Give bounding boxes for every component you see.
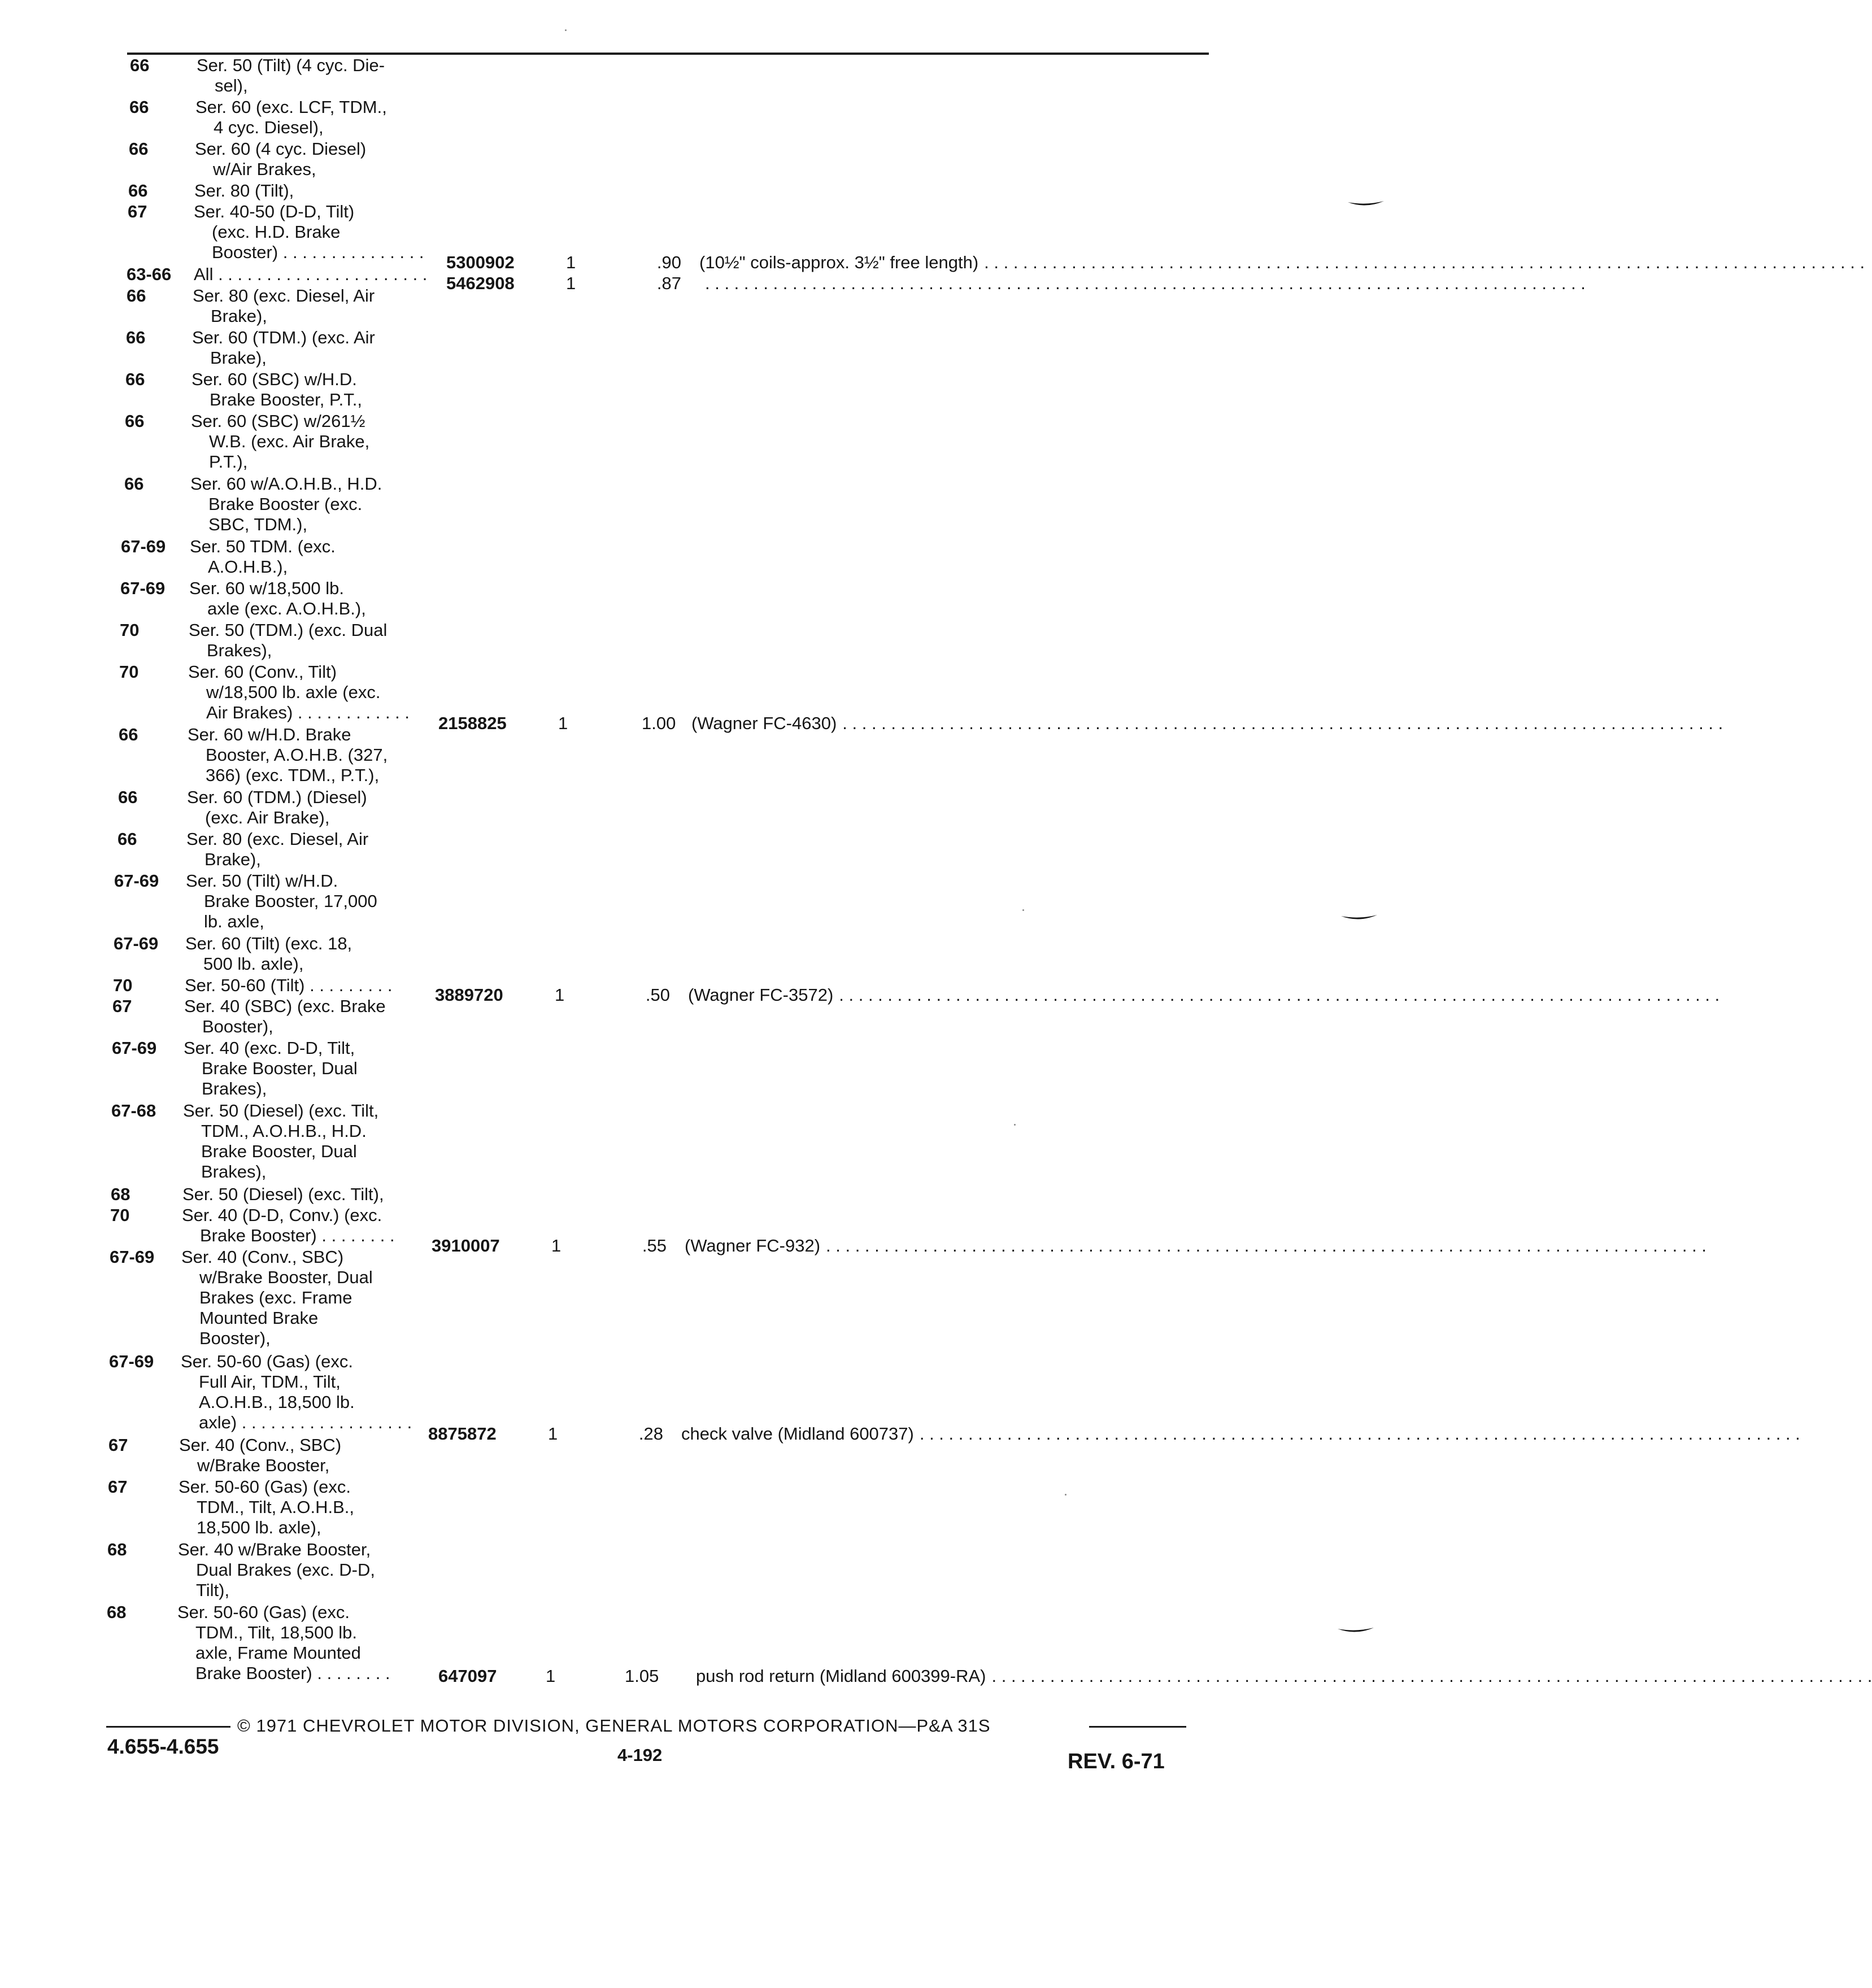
entry-line: A.O.H.B., 18,500 lb.: [199, 1392, 355, 1412]
entry-year: 66: [118, 787, 138, 807]
remark-text: push rod return (Midland 600399-RA): [696, 1666, 986, 1686]
remark-text: (10½" coils-approx. 3½" free length): [699, 252, 979, 272]
revision-date: REV. 6-71: [1068, 1750, 1165, 1773]
entry-year: 67-68: [111, 1101, 156, 1121]
entry-line: P.T.),: [209, 452, 248, 472]
entry-year: 70: [110, 1205, 130, 1225]
entry-year: 70: [113, 975, 133, 995]
entry-year: 66: [129, 139, 149, 159]
entry-line: Ser. 60 (Tilt) (exc. 18,: [185, 934, 352, 953]
entry-year: 66: [119, 725, 138, 744]
entry-line: TDM., Tilt, 18,500 lb.: [195, 1623, 357, 1642]
entry-line: Ser. 50-60 (Gas) (exc.: [179, 1477, 351, 1497]
scan-speck: [565, 29, 567, 31]
entry-model: [185, 934, 352, 974]
entry-line: Full Air, TDM., Tilt,: [199, 1372, 341, 1392]
entry-line: Ser. 50-60 (Gas) (exc.: [181, 1352, 353, 1371]
entry-line: w/Brake Booster, Dual: [199, 1267, 373, 1287]
entry-year: 66: [125, 411, 145, 431]
entry-line: Ser. 50 (Tilt) (4 cyc. Die-: [197, 55, 385, 75]
entry-line: Ser. 50-60 (Tilt) . . . . . . . . .: [185, 975, 393, 995]
footer-rule-left: [106, 1726, 230, 1728]
part-row: [438, 713, 1723, 734]
entry-year: 67-69: [114, 934, 159, 953]
part-quantity: 1: [548, 1424, 558, 1444]
entry-model: [191, 411, 369, 472]
entry-model: [192, 328, 375, 368]
entry-line: Ser. 40-50 (D-D, Tilt): [194, 202, 355, 221]
entry-line: Ser. 50 TDM. (exc.: [190, 537, 336, 556]
entry-line: SBC, TDM.),: [208, 515, 308, 534]
part-price: .55: [642, 1236, 667, 1255]
entry-line: Booster),: [199, 1328, 271, 1348]
entry-year: 68: [107, 1540, 127, 1559]
entry-line: lb. axle,: [204, 912, 264, 931]
part-row: [428, 1424, 1800, 1444]
entry-model: [189, 578, 366, 619]
part-quantity: 1: [555, 985, 565, 1005]
footer-rule-right: [1089, 1726, 1186, 1728]
entry-line: 500 lb. axle),: [203, 954, 304, 974]
entry-model: [197, 55, 385, 96]
entry-model: [187, 787, 367, 828]
entry-model: [179, 1477, 354, 1538]
entry-line: (exc. H.D. Brake: [212, 222, 341, 242]
entry-line: Ser. 60 (4 cyc. Diesel): [195, 139, 367, 159]
entry-line: All . . . . . . . . . . . . . . . . . . . . . .: [194, 264, 428, 284]
entry-model: [183, 1101, 378, 1182]
entry-model: [186, 829, 368, 870]
remark-text: (Wagner FC-3572): [688, 985, 834, 1005]
entry-line: Booster, A.O.H.B. (327,: [206, 745, 388, 765]
entry-year: 67-69: [109, 1352, 154, 1371]
entry-line: Ser. 80 (Tilt),: [194, 181, 294, 200]
entry-line: Brakes),: [207, 640, 272, 660]
entry-year: 70: [119, 662, 139, 682]
part-remark: push rod return (Midland 600399-RA) . . . . . . . . . . . . . . . . . . . . . . . . . . . . . . . . . . . . . . . . . . . . . . . . . . . . . . . . . . . . . . . . . . . . . . . . . . . . . . . . . . . . . . . . . . .: [696, 1666, 1872, 1686]
entry-line: Brakes),: [201, 1162, 267, 1182]
entry-line: TDM., A.O.H.B., H.D.: [201, 1121, 367, 1141]
part-remark: check valve (Midland 600737) . . . . . . . . . . . . . . . . . . . . . . . . . . . . . . . . . . . . . . . . . . . . . . . . . . . . . . . . . . . . . . . . . . . . . . . . . . . . . . . . . . . . . . . . . . .: [681, 1424, 1800, 1444]
entry-model: [188, 725, 388, 786]
entry-line: 366) (exc. TDM., P.T.),: [206, 765, 380, 785]
scan-speck: [1014, 1124, 1016, 1126]
part-number: 8875872: [428, 1424, 497, 1444]
entry-line: Brake Booster, Dual: [202, 1058, 358, 1078]
entry-line: Brake Booster, 17,000: [204, 891, 377, 911]
copyright-notice: © 1971 CHEVROLET MOTOR DIVISION, GENERAL MOTORS CORPORATION—P&A 31S: [237, 1716, 991, 1736]
part-quantity: 1: [546, 1666, 556, 1686]
entry-line: A.O.H.B.),: [208, 557, 288, 577]
part-quantity: 1: [566, 252, 576, 272]
scan-speck: [1022, 909, 1024, 911]
entry-model: [190, 537, 336, 577]
part-remark: (10½" coils-approx. 3½" free length) . . . . . . . . . . . . . . . . . . . . . . . . . . . . . . . . . . . . . . . . . . . . . . . . . . . . . . . . . . . . . . . . . . . . . . . . . . . . . . . . . . . . . . . . . . .: [699, 252, 1865, 272]
scan-edge-mark: [1347, 200, 1385, 209]
entry-model: [182, 1205, 395, 1246]
part-number: 2158825: [438, 713, 507, 733]
entry-line: Ser. 60 w/18,500 lb.: [189, 578, 345, 598]
entry-line: Brakes),: [202, 1079, 267, 1098]
entry-model: [194, 264, 427, 285]
entry-year: 67: [108, 1477, 128, 1497]
part-row: [438, 1666, 1872, 1686]
entry-year: 66: [130, 55, 150, 75]
part-price: 1.00: [642, 713, 676, 733]
entry-model: [189, 620, 387, 661]
part-quantity: 1: [566, 273, 576, 293]
entry-line: axle, Frame Mounted: [195, 1643, 361, 1663]
entry-line: Ser. 40 (SBC) (exc. Brake: [184, 996, 386, 1016]
entry-year: 66: [125, 369, 145, 389]
entry-line: sel),: [215, 76, 248, 95]
entry-line: Brake Booster, Dual: [201, 1141, 357, 1161]
entry-year: 63-66: [127, 264, 172, 284]
entry-line: w/Brake Booster,: [197, 1455, 330, 1475]
entry-model: [184, 1038, 358, 1099]
entry-line: Ser. 60 w/A.O.H.B., H.D.: [190, 474, 382, 494]
entry-model: [182, 1184, 384, 1205]
part-remark: (Wagner FC-4630) . . . . . . . . . . . . . . . . . . . . . . . . . . . . . . . . . . . . . . . . . . . . . . . . . . . . . . . . . . . . . . . . . . . . . . . . . . . . . . . . . . . . . . . . . . .: [691, 713, 1723, 733]
entry-line: Ser. 60 (Conv., Tilt): [188, 662, 337, 682]
entry-year: 66: [127, 286, 146, 306]
part-price: .50: [645, 985, 670, 1005]
entry-line: 4 cyc. Diesel),: [214, 117, 324, 137]
part-row: [446, 252, 1865, 273]
entry-model: [195, 97, 387, 138]
entry-line: 18,500 lb. axle),: [197, 1518, 321, 1537]
entry-line: (exc. Air Brake),: [205, 808, 330, 827]
entry-line: Ser. 50 (Diesel) (exc. Tilt,: [183, 1101, 379, 1121]
entry-line: Brake Booster, P.T.,: [210, 390, 362, 409]
entry-line: TDM., Tilt, A.O.H.B.,: [197, 1497, 355, 1517]
entry-line: Ser. 40 (exc. D-D, Tilt,: [184, 1038, 355, 1058]
entry-model: [193, 286, 375, 326]
entry-model: [179, 1435, 341, 1476]
scan-edge-mark: [1340, 914, 1378, 923]
entry-model: [191, 369, 362, 410]
entry-line: Brake),: [210, 348, 267, 368]
part-number: 5300902: [446, 252, 515, 272]
scan-edge-mark: [1336, 1627, 1375, 1636]
entry-model: [178, 1540, 375, 1601]
part-number: 3910007: [432, 1236, 500, 1255]
entry-year: 66: [128, 181, 148, 200]
part-number: 3889720: [435, 985, 503, 1005]
entry-line: Brake),: [211, 306, 267, 326]
entry-line: Ser. 40 (Conv., SBC): [181, 1247, 344, 1267]
entry-line: Brakes (exc. Frame: [199, 1288, 352, 1307]
entry-model: [181, 1352, 412, 1433]
entry-year: 67-69: [121, 537, 166, 556]
part-price: .87: [656, 273, 681, 293]
entry-line: Ser. 60 (SBC) w/H.D.: [191, 369, 357, 389]
entry-line: Ser. 40 w/Brake Booster,: [178, 1540, 371, 1559]
entry-model: [181, 1247, 373, 1349]
entry-line: Brake Booster) . . . . . . . .: [195, 1663, 390, 1683]
entry-year: 67-69: [110, 1247, 155, 1267]
entry-line: Booster) . . . . . . . . . . . . . . .: [212, 242, 424, 262]
part-row: [432, 1236, 1706, 1256]
entry-line: Ser. 60 (SBC) w/261½: [191, 411, 365, 431]
entry-line: Brake),: [204, 849, 261, 869]
entry-line: W.B. (exc. Air Brake,: [209, 431, 370, 451]
entry-model: [194, 202, 424, 263]
entry-line: Ser. 60 (exc. LCF, TDM.,: [195, 97, 387, 117]
entry-year: 66: [126, 328, 146, 347]
page-number: 4-192: [617, 1745, 663, 1765]
entry-line: Ser. 50 (TDM.) (exc. Dual: [189, 620, 388, 640]
entry-line: Ser. 80 (exc. Diesel, Air: [193, 286, 375, 306]
part-number: 647097: [438, 1666, 497, 1686]
entry-line: Ser. 50-60 (Gas) (exc.: [177, 1602, 350, 1622]
entry-line: Ser. 50 (Diesel) (exc. Tilt),: [182, 1184, 384, 1204]
entry-model: [190, 474, 382, 535]
entry-line: Dual Brakes (exc. D-D,: [196, 1560, 375, 1580]
part-row: [446, 273, 1586, 294]
entry-year: 68: [107, 1602, 127, 1622]
entry-line: Brake Booster (exc.: [208, 494, 363, 514]
entry-line: Ser. 40 (Conv., SBC): [179, 1435, 342, 1455]
entry-year: 67-69: [114, 871, 159, 891]
entry-line: Ser. 60 w/H.D. Brake: [188, 725, 351, 744]
part-number: 5462908: [446, 273, 515, 293]
part-price: .28: [638, 1424, 663, 1444]
entry-line: Ser. 50 (Tilt) w/H.D.: [186, 871, 338, 891]
part-price: 1.05: [625, 1666, 659, 1686]
entry-model: [188, 662, 410, 723]
remark-text: check valve (Midland 600737): [681, 1424, 914, 1444]
remark-text: (Wagner FC-932): [685, 1236, 821, 1255]
entry-year: 67-69: [112, 1038, 157, 1058]
entry-line: w/18,500 lb. axle (exc.: [206, 682, 381, 702]
part-remark: (Wagner FC-932) . . . . . . . . . . . . . . . . . . . . . . . . . . . . . . . . . . . . . . . . . . . . . . . . . . . . . . . . . . . . . . . . . . . . . . . . . . . . . . . . . . . . . . . . . . .: [685, 1236, 1706, 1255]
entry-line: Air Brakes) . . . . . . . . . . . .: [206, 703, 410, 722]
part-remark: (Wagner FC-3572) . . . . . . . . . . . . . . . . . . . . . . . . . . . . . . . . . . . . . . . . . . . . . . . . . . . . . . . . . . . . . . . . . . . . . . . . . . . . . . . . . . . . . . . . . . .: [688, 985, 1720, 1005]
entry-line: Booster),: [202, 1017, 273, 1036]
entry-year: 67-69: [120, 578, 166, 598]
entry-line: Ser. 80 (exc. Diesel, Air: [186, 829, 369, 849]
entry-line: Ser. 40 (D-D, Conv.) (exc.: [182, 1205, 382, 1225]
scan-speck: [1065, 1494, 1066, 1496]
entry-line: Ser. 60 (TDM.) (exc. Air: [192, 328, 375, 347]
part-row: [435, 985, 1720, 1005]
entry-line: w/Air Brakes,: [213, 159, 316, 179]
entry-year: 66: [117, 829, 137, 849]
entry-model: [177, 1602, 390, 1684]
entry-model: [186, 871, 377, 932]
entry-year: 68: [111, 1184, 130, 1204]
page-code: 4.655-4.655: [107, 1735, 219, 1758]
entry-line: axle) . . . . . . . . . . . . . . . . . .: [199, 1412, 412, 1432]
entry-model: [184, 996, 386, 1037]
remark-text: (Wagner FC-4630): [691, 713, 837, 733]
part-remark: . . . . . . . . . . . . . . . . . . . . . . . . . . . . . . . . . . . . . . . . . . . . . . . . . . . . . . . . . . . . . . . . . . . . . . . . . . . . . . . . . . . . . . . . . . .: [705, 273, 1586, 293]
entry-year: 70: [120, 620, 140, 640]
entry-year: 67: [128, 202, 147, 221]
entry-line: Tilt),: [196, 1580, 230, 1600]
entry-year: 67: [112, 996, 132, 1016]
entry-year: 66: [124, 474, 144, 494]
entry-year: 67: [108, 1435, 128, 1455]
part-price: .90: [656, 252, 681, 272]
entry-line: Mounted Brake: [199, 1308, 319, 1328]
entry-model: [185, 975, 393, 996]
entry-model: [195, 139, 366, 180]
entry-year: 66: [129, 97, 149, 117]
entry-line: axle (exc. A.O.H.B.),: [207, 599, 366, 618]
part-quantity: 1: [551, 1236, 561, 1255]
entry-line: Brake Booster) . . . . . . . .: [200, 1226, 395, 1245]
part-quantity: 1: [558, 713, 568, 733]
entry-line: Ser. 60 (TDM.) (Diesel): [187, 787, 367, 807]
entry-model: [194, 181, 294, 201]
